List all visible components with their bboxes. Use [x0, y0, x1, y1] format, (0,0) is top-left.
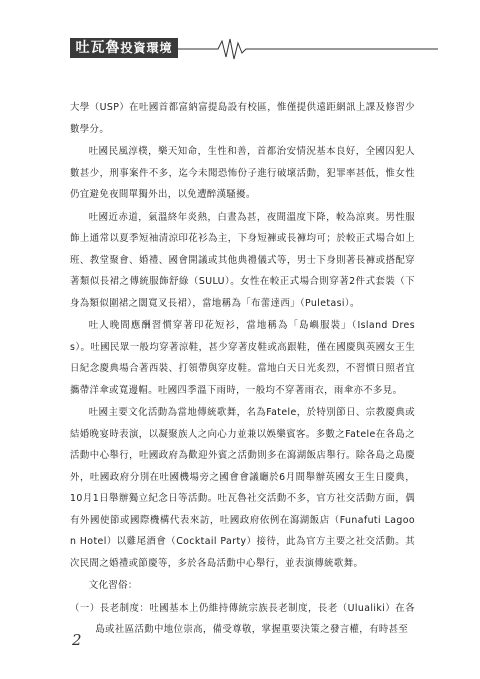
header-pulse-line: [178, 37, 438, 61]
paragraph-climate-dress: 吐國近赤道，氣溫終年炎熱，白晝為甚，夜間溫度下降，較為涼爽。男性服飾上通常以夏季短袖清涼印花衫為主，下身短褲或長褲均可；於較正式場合如上班、教堂聚會、婚禮、國會開議或其他典禮儀式等，男士下身則著長褲或搭配穿著類似長裙之傳統服飾舒綠（SULU）。女性在較正式場合則穿著2件式套裝（下身為類似圍裙之闊寬叉長裙），當地稱為「布蕾達西」（Puletasi）。: [70, 211, 415, 309]
paragraph-education: 大學（USP）在吐國首都富納富提島設有校區，惟僅提供遠距網訊上課及修習少數學分。: [70, 102, 415, 135]
paragraph-culture: 吐國主要文化活動為當地傳統歌舞，名為Fatele，於特別節日、宗教慶典或結婚晚宴時表演，以凝聚族人之向心力並兼以娛樂賓客。多數之Fatele在各島之活動中心舉行，吐國政府為歡迎外賓之活動則多在瀉湖飯店舉行。除各島之島慶外，吐國政府分別在吐國機場旁之國會會議廳於6月間舉辦英國女王生日慶典，10月1日舉辦獨立紀念日等活動。吐瓦魯社交活動不多，官方社交活動方面，偶有外國使節或國際機構代表來訪，吐國政府依例在瀉湖飯店（Funafuti Lagoon Hotel）以雞尾酒會（Cocktail Party）接待，此為官方主要之社交活動。其次民間之婚禮或節慶等，多於各島活動中心舉行，並表演傳統歌舞。: [70, 407, 415, 569]
header-title-main: 吐瓦魯: [75, 40, 121, 56]
paragraph-evening-dress: 吐人晚間應酬習慣穿著印花短衫，當地稱為「島嶼服裝」（Island Dress）。吐國民眾一般均穿著涼鞋，甚少穿著皮鞋或高跟鞋，僅在國慶與英國女王生日紀念慶典場合著西裝、打領帶與穿皮鞋。當地白天日光炙烈，不習慣日照者宜攜帶洋傘或寬邊帽。吐國四季溫下雨時，一般均不穿著雨衣，雨傘亦不多見。: [70, 320, 415, 396]
header-title-bar: [70, 38, 178, 75]
page-number: 2: [72, 631, 82, 649]
document-body: [70, 97, 415, 642]
list-item-elder-system: （一）長老制度：吐國基本上仍維持傳統宗族長老制度，長老（Ulualiki）在各島或社區活動中地位崇高，備受尊敬，掌握重要決策之發言權，有時甚至: [70, 602, 415, 635]
paragraph-society: 吐國民風淳樸，樂天知命，生性和善，首都治安情況基本良好，全國囚犯人數甚少，刑事案件不多，迄今未聞恐怖份子進行破壞活動，犯罪率甚低，惟女性仍宜避免夜間單獨外出，以免遭醉漢騷擾。: [70, 146, 415, 200]
subheading-customs: 文化習俗：: [88, 580, 138, 591]
header-title-sub: 投資環境簡介: [110, 41, 173, 75]
